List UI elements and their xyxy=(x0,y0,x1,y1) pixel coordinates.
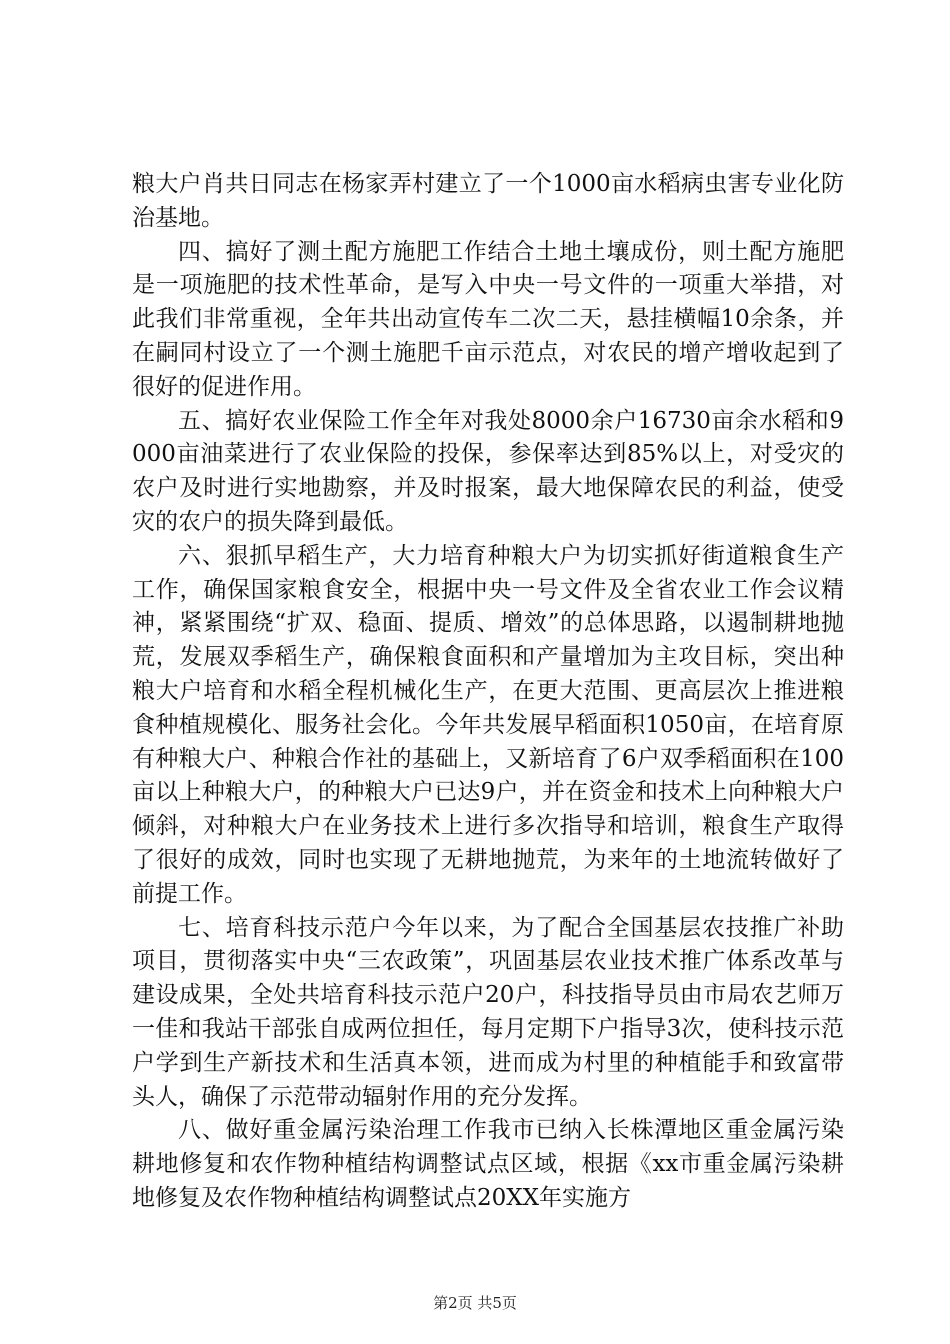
page-footer: 第2页 共5页 xyxy=(433,1294,517,1312)
paragraph-section-4: 四、搞好了测土配方施肥工作结合土地土壤成份，则土配方施肥是一项施肥的技术性革命，是写入中央一号文件的一项重大举措，对此我们非常重视，全年共出动宣传车二次二天，悬挂横幅10余条，并在嗣同村设立了一个测土施肥千亩示范点，对农民的增产增收起到了很好的促进作用。 xyxy=(132,238,844,400)
paragraph-section-5: 五、搞好农业保险工作全年对我处8000余户16730亩余水稻和9000亩油菜进行了农业保险的投保，参保率达到85%以上，对受灾的农户及时进行实地勘察，并及时报案，最大地保障农民的利益，使受灾的农户的损失降到最低。 xyxy=(132,407,844,535)
paragraph-section-6: 六、狠抓早稻生产，大力培育种粮大户为切实抓好街道粮食生产工作，确保国家粮食安全，根据中央一号文件及全省农业工作会议精神，紧紧围绕“扩双、稳面、提质、增效”的总体思路，以遏制耕地抛荒，发展双季稻生产，确保粮食面积和产量增加为主攻目标，突出种粮大户培育和水稻全程机械化生产，在更大范围、更高层次上推进粮食种植规模化、服务社会化。今年共发展早稻面积1050亩，在培育原有种粮大户、种粮合作社的基础上，又新培育了6户双季稻面积在100亩以上种粮大户，的种粮大户已达9户，并在资金和技术上向种粮大户倾斜，对种粮大户在业务技术上进行多次指导和培训，粮食生产取得了很好的成效，同时也实现了无耕地抛荒，为来年的土地流转做好了前提工作。 xyxy=(132,542,844,907)
paragraph-continuation: 粮大户肖共日同志在杨家弄村建立了一个1000亩水稻病虫害专业化防治基地。 xyxy=(132,171,844,231)
document-body xyxy=(132,168,844,1216)
paragraph-section-7: 七、培育科技示范户今年以来，为了配合全国基层农技推广补助项目，贯彻落实中央“三农政策”，巩固基层农业技术推广体系改革与建设成果，全处共培育科技示范户20户，科技指导员由市局农艺师万一佳和我站干部张自成两位担任，每月定期下户指导3次，使科技示范户学到生产新技术和生活真本领，进而成为村里的种植能手和致富带头人，确保了示范带动辐射作用的充分发挥。 xyxy=(132,914,844,1110)
paragraph-section-8: 八、做好重金属污染治理工作我市已纳入长株潭地区重金属污染耕地修复和农作物种植结构调整试点区域，根据《xx市重金属污染耕地修复及农作物种植结构调整试点20XX年实施方 xyxy=(132,1117,844,1211)
